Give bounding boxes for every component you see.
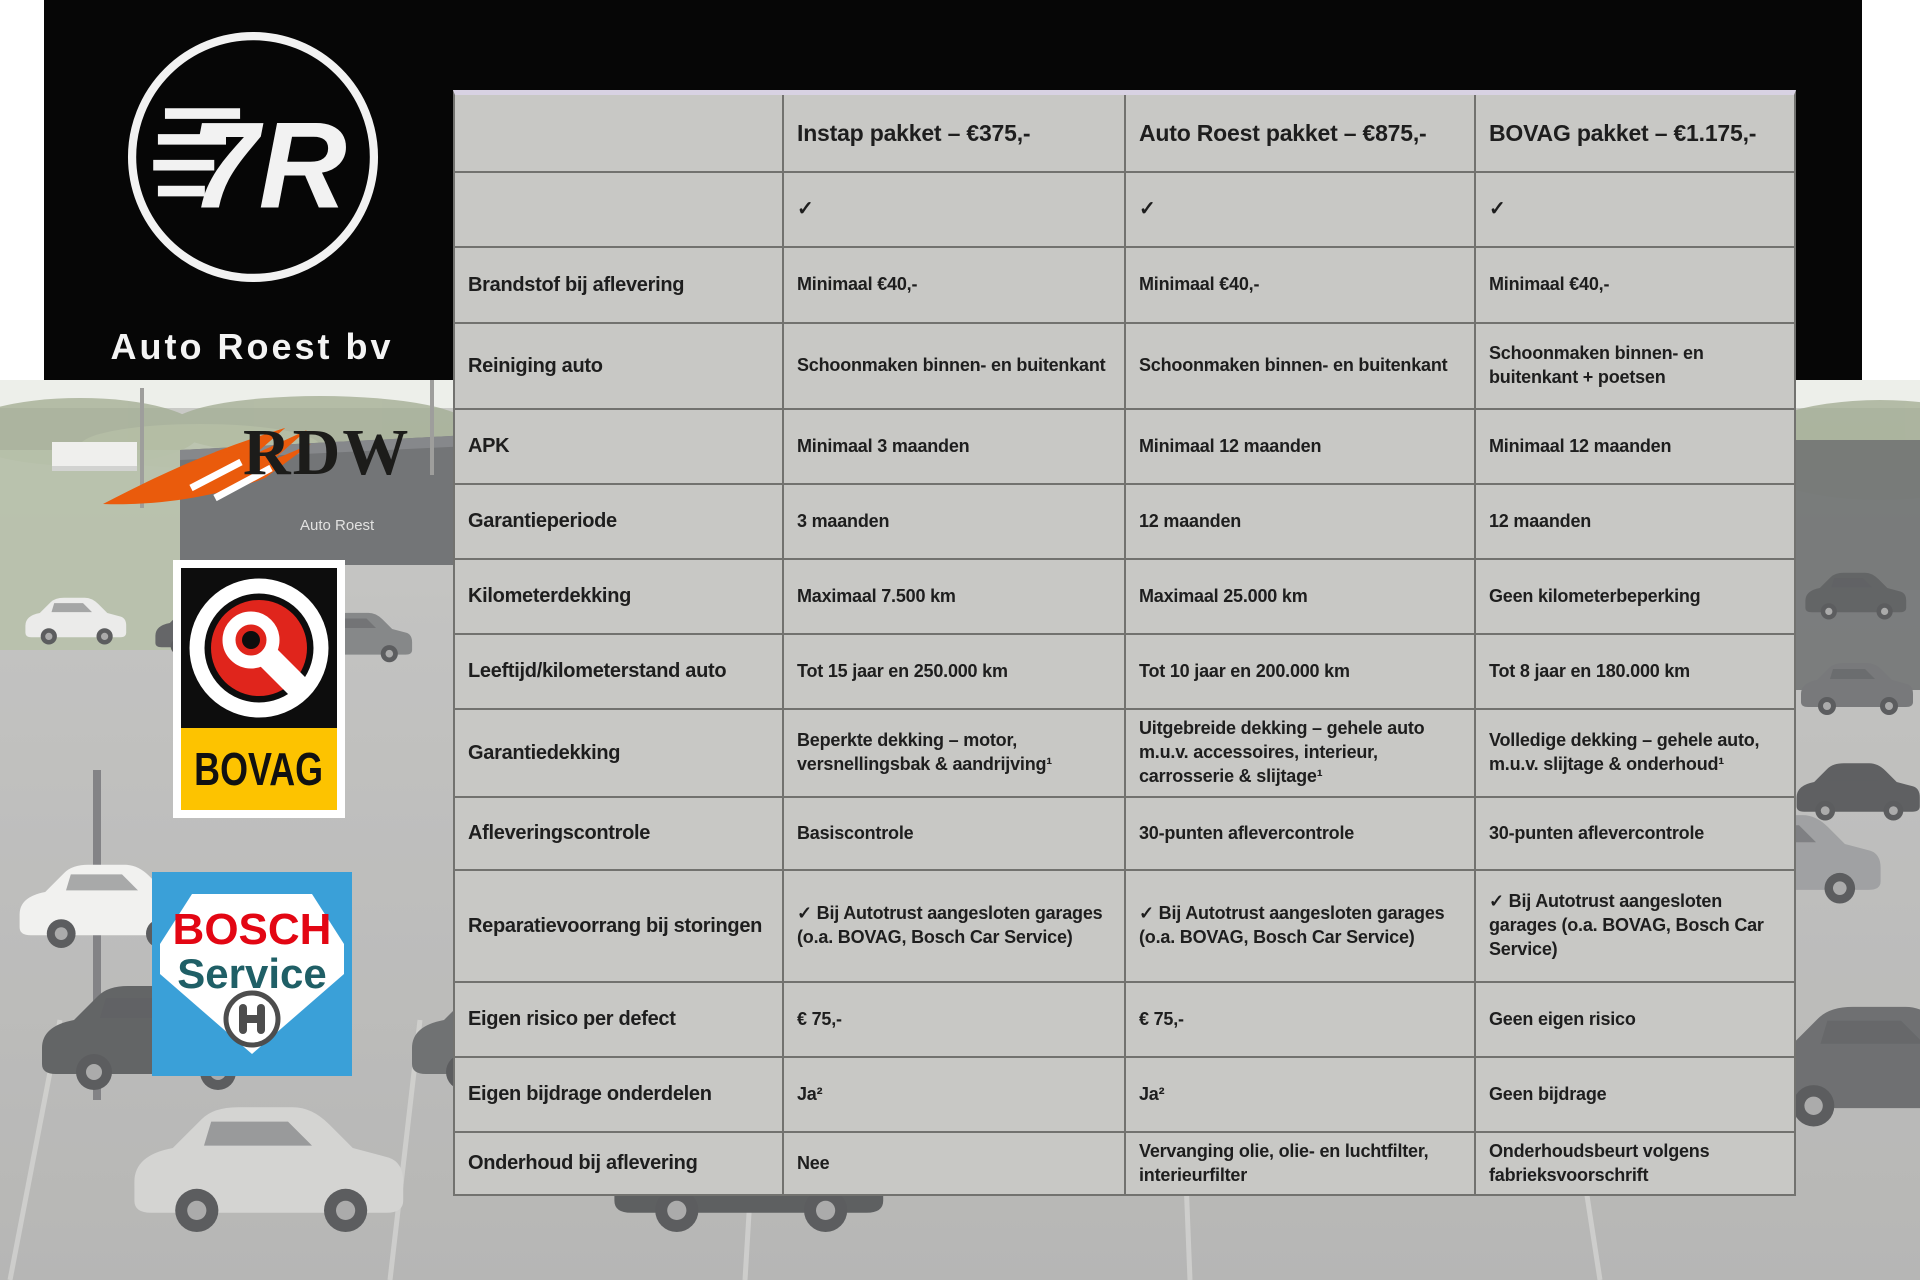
table-corner-cell: [455, 95, 782, 171]
row-label: Onderhoud bij aflevering: [455, 1131, 782, 1194]
table-cell: € 75,-: [782, 981, 1124, 1056]
table-cell: 12 maanden: [1124, 483, 1474, 558]
table-cell: Uitgebreide dekking – gehele auto m.u.v. accessoires, interieur, carrosserie & slijtage¹: [1124, 708, 1474, 796]
monogram-text: 7R: [190, 96, 347, 234]
table-cell: ✓: [782, 171, 1124, 246]
rdw-wordmark: RDW: [243, 416, 411, 489]
auto-roest-logo: [118, 22, 388, 292]
bosch-service-wordmark: Service: [177, 950, 327, 997]
row-label: Reiniging auto: [455, 322, 782, 408]
table-cell: 30-punten aflevercontrole: [1474, 796, 1794, 869]
bovag-logo: [173, 560, 345, 818]
bovag-wordmark: BOVAG: [194, 743, 324, 795]
table-cell: Tot 10 jaar en 200.000 km: [1124, 633, 1474, 708]
table-cell: Minimaal 12 maanden: [1124, 408, 1474, 483]
table-cell: 3 maanden: [782, 483, 1124, 558]
table-cell: Onderhoudsbeurt volgens fabrieksvoorschrift: [1474, 1131, 1794, 1194]
row-label: Kilometerdekking: [455, 558, 782, 633]
table-cell: Ja²: [1124, 1056, 1474, 1131]
bosch-service-logo: [152, 872, 352, 1076]
table-cell: Geen bijdrage: [1474, 1056, 1794, 1131]
building-sign: Auto Roest: [300, 517, 375, 534]
row-label: Brandstof bij aflevering: [455, 246, 782, 322]
row-label: Garantieperiode: [455, 483, 782, 558]
comparison-table: [453, 90, 1796, 1196]
table-cell: Beperkte dekking – motor, versnellingsbak & aandrijving¹: [782, 708, 1124, 796]
bosch-wordmark: BOSCH: [172, 905, 332, 954]
table-cell: Minimaal €40,-: [1474, 246, 1794, 322]
table-cell: Ja²: [782, 1056, 1124, 1131]
row-label: Eigen bijdrage onderdelen: [455, 1056, 782, 1131]
package-header-auto-roest: Auto Roest pakket – €875,-: [1124, 95, 1474, 171]
table-cell: Maximaal 7.500 km: [782, 558, 1124, 633]
table-cell: Minimaal €40,-: [1124, 246, 1474, 322]
table-cell: ✓ Bij Autotrust aangesloten garages (o.a. BOVAG, Bosch Car Service): [1124, 869, 1474, 981]
table-cell: Maximaal 25.000 km: [1124, 558, 1474, 633]
table-cell: € 75,-: [1124, 981, 1474, 1056]
row-label: [455, 171, 782, 246]
table-cell: ✓ Bij Autotrust aangesloten garages (o.a. BOVAG, Bosch Car Service): [1474, 869, 1794, 981]
row-label: Eigen risico per defect: [455, 981, 782, 1056]
dealer-name: Auto Roest bv: [110, 326, 394, 367]
table-cell: Minimaal 3 maanden: [782, 408, 1124, 483]
row-label: Afleveringscontrole: [455, 796, 782, 869]
table-cell: ✓: [1474, 171, 1794, 246]
table-cell: Minimaal €40,-: [782, 246, 1124, 322]
table-cell: Vervanging olie, olie- en luchtfilter, interieurfilter: [1124, 1131, 1474, 1194]
table-cell: ✓: [1124, 171, 1474, 246]
row-label: Leeftijd/kilometerstand auto: [455, 633, 782, 708]
package-header-instap: Instap pakket – €375,-: [782, 95, 1124, 171]
row-label: APK: [455, 408, 782, 483]
table-cell: Schoonmaken binnen- en buitenkant: [1124, 322, 1474, 408]
table-cell: Schoonmaken binnen- en buitenkant + poetsen: [1474, 322, 1794, 408]
table-cell: Tot 15 jaar en 250.000 km: [782, 633, 1124, 708]
table-cell: ✓ Bij Autotrust aangesloten garages (o.a. BOVAG, Bosch Car Service): [782, 869, 1124, 981]
table-cell: Minimaal 12 maanden: [1474, 408, 1794, 483]
package-header-bovag: BOVAG pakket – €1.175,-: [1474, 95, 1794, 171]
table-cell: 30-punten aflevercontrole: [1124, 796, 1474, 869]
table-cell: 12 maanden: [1474, 483, 1794, 558]
table-cell: Geen kilometerbeperking: [1474, 558, 1794, 633]
row-label: Garantiedekking: [455, 708, 782, 796]
rdw-logo: [95, 402, 415, 517]
table-cell: Geen eigen risico: [1474, 981, 1794, 1056]
bovag-emblem-icon: [181, 568, 337, 728]
table-cell: Basiscontrole: [782, 796, 1124, 869]
table-cell: Volledige dekking – gehele auto, m.u.v. slijtage & onderhoud¹: [1474, 708, 1794, 796]
table-cell: Nee: [782, 1131, 1124, 1194]
table-cell: Tot 8 jaar en 180.000 km: [1474, 633, 1794, 708]
table-cell: Schoonmaken binnen- en buitenkant: [782, 322, 1124, 408]
row-label: Reparatievoorrang bij storingen: [455, 869, 782, 981]
